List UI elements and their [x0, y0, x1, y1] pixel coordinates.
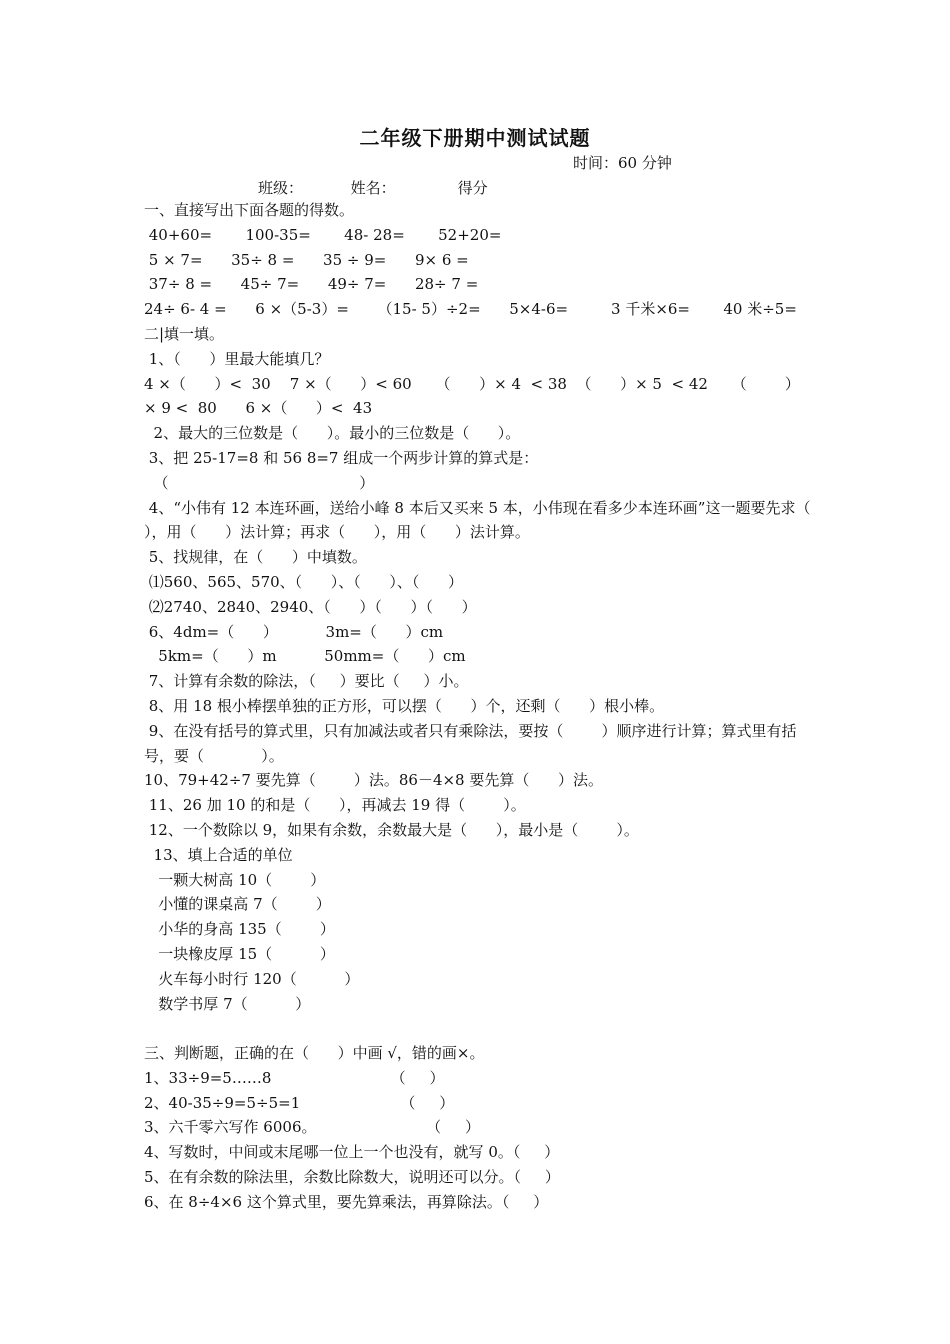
q1-expressions: 4 ×（ ）< 30 7 ×（ ）< 60 （ ）× 4 < 38 （ ）× 5 < 42 （ ）× 9 < 80 6 ×（ ）< 43: [144, 374, 800, 418]
section-1-heading: 一、直接写出下面各题的得数。: [144, 201, 355, 219]
section-3-heading: 三、判断题，正确的在（ ）中画 √，错的画×。: [144, 1044, 485, 1063]
judge-item-2: 2、40-35÷9=5÷5=1 （ ）: [144, 1093, 455, 1112]
exam-content: [144, 198, 840, 1215]
judge-item-4: 4、写数时，中间或末尾哪一位上一个也没有，就写 0。（ ）: [144, 1143, 560, 1162]
blank-line: [144, 1016, 812, 1041]
q3-text: 3、把 25-17=8 和 56 8=7 组成一个两步计算的算式是：: [144, 448, 539, 467]
q6-row-2: 5km=（ ）m 50mm=（ ）cm: [144, 647, 466, 666]
q5-part-2: ⑵2740、2840、2940、（ ）（ ）（ ）: [144, 597, 477, 616]
q13-text: 13、填上合适的单位: [144, 845, 293, 864]
calc-row-3: 37÷ 8 = 45÷ 7= 49÷ 7= 28÷ 7 =: [144, 275, 479, 294]
calc-row-4: 24÷ 6- 4 = 6 ×（5-3）= （15- 5）÷2= 5×4-6= 3 千米×6= 40 米÷5=: [144, 300, 797, 319]
q9-text: 9、在没有括号的算式里，只有加减法或者只有乘除法，要按（ ）顺序进行计算；算式里有括号，要（ ）。: [144, 721, 797, 765]
q3-answer-blank: （ ）: [144, 473, 375, 492]
judge-item-6: 6、在 8÷4×6 这个算式里，要先算乘法，再算除法。（ ）: [144, 1192, 549, 1211]
q13-item-4: 一块橡皮厚 15（ ）: [144, 944, 335, 963]
judge-item-1: 1、33÷9=5……8 （ ）: [144, 1068, 445, 1087]
q12-text: 12、一个数除以 9，如果有余数，余数最大是（ ），最小是（ ）。: [144, 820, 639, 839]
student-info-line: 班级： 姓名： 得分: [258, 179, 488, 197]
q13-item-2: 小懂的课桌高 7（ ）: [144, 895, 331, 914]
q8-text: 8、用 18 根小棒摆单独的正方形，可以摆（ ）个，还剩（ ）根小棒。: [144, 696, 665, 715]
q7-text: 7、计算有余数的除法，（ ）要比（ ）小。: [144, 672, 469, 691]
q13-item-3: 小华的身高 135（ ）: [144, 920, 335, 939]
section-2-heading: 二|填一填。: [144, 324, 225, 343]
q1-text: 1、（ ）里最大能填几？: [144, 349, 330, 368]
q5-part-1: ⑴560、565、570、（ ）、（ ）、（ ）: [144, 572, 463, 591]
calc-row-1: 40+60= 100-35= 48- 28= 52+20=: [144, 225, 502, 244]
q13-item-5: 火车每小时行 120（ ）: [144, 969, 360, 988]
judge-item-5: 5、在有余数的除法里，余数比除数大，说明还可以分。（ ）: [144, 1168, 560, 1187]
q11-text: 11、26 加 10 的和是（ ），再减去 19 得（ ）。: [144, 796, 526, 815]
q5-text: 5、找规律，在（ ）中填数。: [144, 548, 367, 567]
q13-item-6: 数学书厚 7（ ）: [144, 994, 311, 1013]
page-title: 二年级下册期中测试试题: [359, 126, 591, 150]
q4-text: 4、“小伟有 12 本连环画，送给小峰 8 本后又买来 5 本，小伟现在看多少本连环画”这一题要先求（ ），用（ ）法计算；再求（ ），用（ ）法计算。: [144, 498, 840, 542]
calc-row-2: 5 × 7= 35÷ 8 = 35 ÷ 9= 9× 6 =: [144, 250, 469, 269]
q2-text: 2、最大的三位数是（ ）。最小的三位数是（ ）。: [144, 424, 521, 443]
q6-row-1: 6、4dm=（ ） 3m=（ ）cm: [144, 622, 444, 641]
judge-item-3: 3、六千零六写作 6006。 （ ）: [144, 1118, 480, 1137]
q10-text: 10、79+42÷7 要先算（ ）法。86－4×8 要先算（ ）法。: [144, 771, 603, 790]
q13-item-1: 一颗大树高 10（ ）: [144, 870, 326, 889]
time-limit: 时间：60 分钟: [573, 154, 672, 172]
